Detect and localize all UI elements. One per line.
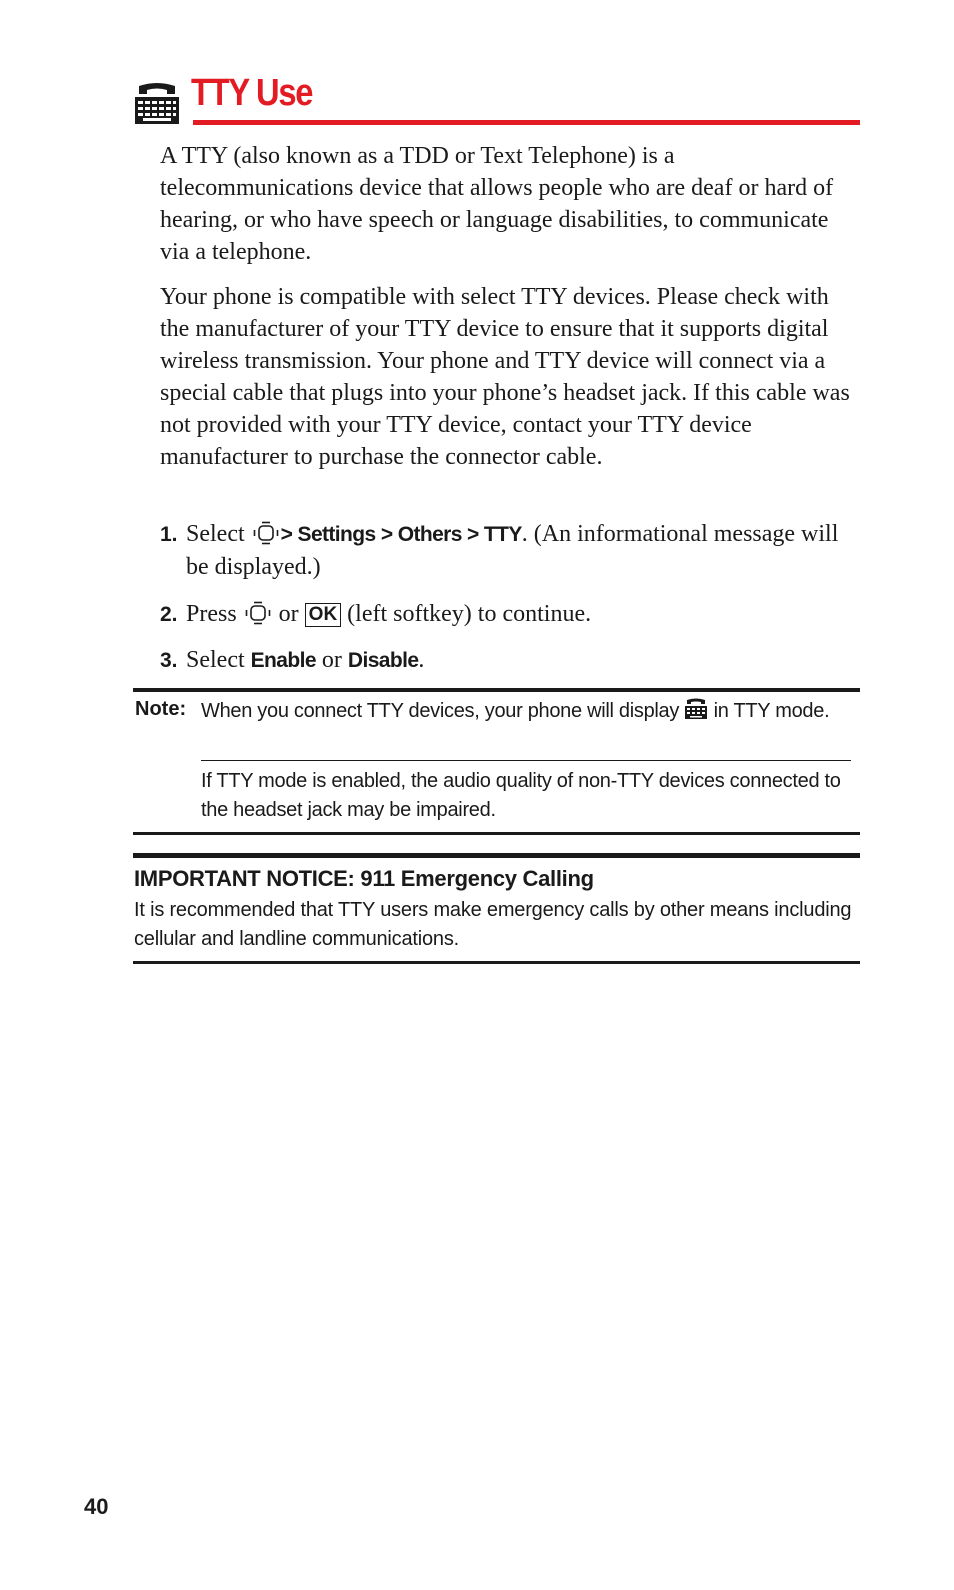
tty-status-icon xyxy=(684,698,708,720)
note-text-1 xyxy=(201,697,851,726)
step-text: or xyxy=(321,647,342,673)
step-text: . (An informational message will be displayed.) xyxy=(186,521,839,580)
step-text: . xyxy=(418,647,425,673)
step-2 xyxy=(160,598,860,631)
page-title: TTY Use xyxy=(191,72,313,114)
step-text: Select xyxy=(186,647,245,673)
step-1 xyxy=(160,518,860,584)
ok-softkey-label: OK xyxy=(305,603,342,627)
notice-top-rule xyxy=(133,853,860,858)
step-text: (left softkey) to continue. xyxy=(347,601,592,627)
notice-bottom-rule xyxy=(133,961,860,964)
page-header xyxy=(133,72,860,128)
notice-text: It is recommended that TTY users make emergency calls by other means including cellular and landline communications. xyxy=(134,899,852,950)
intro-paragraph: A TTY (also known as a TDD or Text Telephone) is a telecommunications device that allows people who are deaf or hard of hearing, or who have speech or language disabilities, to communicate via a telephone. xyxy=(160,143,834,265)
note-divider xyxy=(201,760,851,761)
step-number: 3. xyxy=(160,649,178,672)
step-3 xyxy=(160,644,860,677)
menu-nav-key-icon xyxy=(253,521,279,545)
menu-nav-key-icon xyxy=(245,601,271,625)
note-text: in TTY mode. xyxy=(713,700,830,722)
note-bottom-rule xyxy=(133,832,860,835)
notice-title: IMPORTANT NOTICE: 911 Emergency Calling xyxy=(134,866,594,891)
step-number: 2. xyxy=(160,603,178,626)
page-number: 40 xyxy=(84,1494,109,1519)
note-label: Note: xyxy=(135,698,187,720)
option-disable: Disable xyxy=(347,649,419,672)
step-text: or xyxy=(278,601,299,627)
compatibility-paragraph: Your phone is compatible with select TTY devices. Please check with the manufacturer of your TTY device to ensure that it supports digital wireless transmission. Your phone and TTY device will connect via a special cable that plugs into your phone’s headset jack. If this cable was not provided with your TTY device, contact your TTY device manufacturer to purchase the connector cable. xyxy=(160,284,850,470)
note-top-rule xyxy=(133,688,860,692)
option-enable: Enable xyxy=(250,649,316,672)
step-number: 1. xyxy=(160,523,178,546)
step-text: Select xyxy=(186,521,245,547)
title-underline xyxy=(193,120,860,125)
menu-path: > Settings > Others > TTY xyxy=(280,523,522,546)
step-text: Press xyxy=(186,601,237,627)
tty-device-icon xyxy=(133,82,181,126)
note-text: When you connect TTY devices, your phone will display xyxy=(201,700,680,722)
note-text-2: If TTY mode is enabled, the audio quality of non-TTY devices connected to the headset jack may be impaired. xyxy=(201,770,841,821)
